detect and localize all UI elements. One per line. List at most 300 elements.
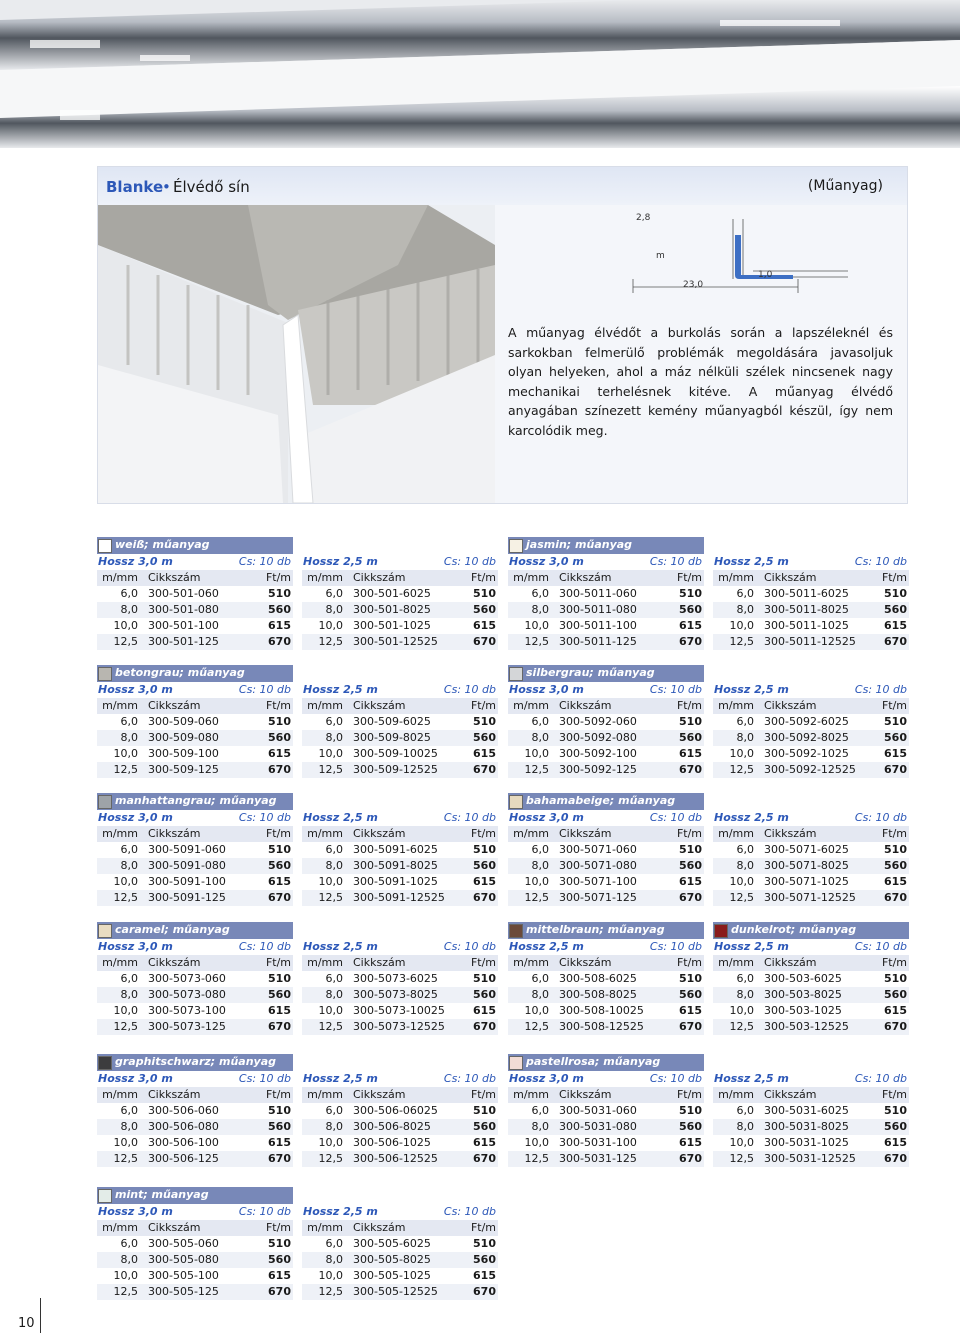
table-row [302, 1252, 498, 1268]
price-cell: 670 [268, 635, 291, 648]
price-cell: 510 [884, 587, 907, 600]
price-cell: 615 [268, 1004, 291, 1017]
code-cell: 300-5031-100 [559, 1136, 637, 1149]
pack-quantity: Cs: 10 db [238, 683, 291, 696]
col-header-code: Cikkszám [353, 956, 406, 969]
table-row [97, 602, 293, 618]
color-swatch [509, 667, 523, 681]
code-cell: 300-5073-6025 [353, 972, 438, 985]
size-cell: 10,0 [524, 619, 549, 632]
table-color-header [97, 1187, 293, 1204]
price-table [508, 537, 704, 650]
size-cell: 10,0 [318, 875, 343, 888]
table-color-header [302, 922, 498, 939]
size-cell: 6,0 [120, 843, 138, 856]
page-divider [40, 1298, 41, 1333]
table-color-header [302, 1054, 498, 1071]
code-cell: 300-5092-080 [559, 731, 637, 744]
price-cell: 560 [473, 603, 496, 616]
size-cell: 6,0 [120, 1237, 138, 1250]
code-cell: 300-5073-12525 [353, 1020, 445, 1033]
size-cell: 10,0 [318, 1136, 343, 1149]
length-row [713, 939, 909, 955]
code-cell: 300-5031-8025 [764, 1120, 849, 1133]
table-row [713, 1119, 909, 1135]
pack-quantity: Cs: 10 db [854, 811, 907, 824]
price-cell: 560 [679, 988, 702, 1001]
size-cell: 12,5 [318, 635, 343, 648]
price-cell: 670 [884, 891, 907, 904]
code-cell: 300-5011-125 [559, 635, 637, 648]
table-row [302, 1236, 498, 1252]
length-label: Hossz 3,0 m [98, 1205, 173, 1218]
size-cell: 8,0 [120, 1120, 138, 1133]
page-number: 10 [18, 1316, 35, 1331]
length-label: Hossz 3,0 m [98, 940, 173, 953]
column-header-row [302, 1087, 498, 1103]
price-table [302, 665, 498, 778]
color-name: manhattangrau; műanyag [115, 794, 277, 807]
table-row [508, 730, 704, 746]
col-header-code: Cikkszám [148, 699, 201, 712]
length-row [97, 682, 293, 698]
column-header-row [713, 698, 909, 714]
code-cell: 300-509-6025 [353, 715, 431, 728]
price-cell: 670 [884, 1152, 907, 1165]
table-row [302, 1151, 498, 1167]
price-cell: 510 [268, 587, 291, 600]
size-cell: 8,0 [120, 1253, 138, 1266]
corner-photo [98, 205, 495, 503]
table-row [97, 1268, 293, 1284]
size-cell: 10,0 [113, 1136, 138, 1149]
pack-quantity: Cs: 10 db [854, 555, 907, 568]
pack-quantity: Cs: 10 db [854, 683, 907, 696]
price-cell: 670 [473, 891, 496, 904]
col-header-price: Ft/m [881, 1088, 907, 1101]
size-cell: 12,5 [318, 763, 343, 776]
table-color-header [508, 793, 704, 810]
column-header-row [97, 698, 293, 714]
code-cell: 300-5092-100 [559, 747, 637, 760]
col-header-price: Ft/m [470, 827, 496, 840]
size-cell: 10,0 [113, 619, 138, 632]
size-cell: 10,0 [318, 1004, 343, 1017]
size-cell: 12,5 [729, 1152, 754, 1165]
color-name: silbergrau; műanyag [526, 666, 655, 679]
price-cell: 560 [679, 859, 702, 872]
table-color-header [302, 1187, 498, 1204]
price-cell: 560 [268, 988, 291, 1001]
table-row [97, 1252, 293, 1268]
col-header-code: Cikkszám [764, 1088, 817, 1101]
col-header-size: m/mm [513, 699, 549, 712]
col-header-size: m/mm [718, 571, 754, 584]
size-cell: 8,0 [120, 731, 138, 744]
col-header-price: Ft/m [881, 956, 907, 969]
table-row [97, 842, 293, 858]
col-header-code: Cikkszám [559, 1088, 612, 1101]
pack-quantity: Cs: 10 db [238, 1072, 291, 1085]
table-row [713, 618, 909, 634]
table-color-header [97, 537, 293, 554]
code-cell: 300-5091-060 [148, 843, 226, 856]
size-cell: 12,5 [524, 635, 549, 648]
size-cell: 6,0 [325, 1237, 343, 1250]
color-swatch [98, 1056, 112, 1070]
price-cell: 670 [268, 1285, 291, 1298]
price-cell: 615 [473, 1269, 496, 1282]
length-label: Hossz 3,0 m [98, 683, 173, 696]
dimension-m: m [656, 251, 665, 261]
price-table [302, 793, 498, 906]
price-cell: 560 [473, 731, 496, 744]
price-cell: 560 [679, 1120, 702, 1133]
code-cell: 300-509-10025 [353, 747, 438, 760]
col-header-price: Ft/m [265, 956, 291, 969]
size-cell: 6,0 [325, 587, 343, 600]
size-cell: 12,5 [729, 635, 754, 648]
table-row [97, 1003, 293, 1019]
size-cell: 12,5 [524, 1020, 549, 1033]
col-header-code: Cikkszám [559, 571, 612, 584]
code-cell: 300-506-080 [148, 1120, 219, 1133]
color-name: mint; műanyag [115, 1188, 209, 1201]
col-header-size: m/mm [513, 827, 549, 840]
size-cell: 6,0 [531, 715, 549, 728]
table-row [508, 602, 704, 618]
table-color-header [97, 922, 293, 939]
col-header-price: Ft/m [881, 699, 907, 712]
price-cell: 615 [473, 1004, 496, 1017]
code-cell: 300-501-8025 [353, 603, 431, 616]
price-cell: 615 [268, 1136, 291, 1149]
title-bullet: • [162, 178, 171, 196]
price-table [97, 1187, 293, 1300]
table-row [713, 1103, 909, 1119]
price-table [302, 1054, 498, 1167]
code-cell: 300-505-060 [148, 1237, 219, 1250]
code-cell: 300-501-6025 [353, 587, 431, 600]
table-row [302, 858, 498, 874]
pack-quantity: Cs: 10 db [649, 940, 702, 953]
table-row [97, 1236, 293, 1252]
price-cell: 560 [884, 603, 907, 616]
length-label: Hossz 2,5 m [303, 1072, 378, 1085]
size-cell: 6,0 [325, 715, 343, 728]
col-header-code: Cikkszám [353, 1088, 406, 1101]
color-swatch [98, 795, 112, 809]
pack-quantity: Cs: 10 db [854, 1072, 907, 1085]
price-cell: 670 [679, 891, 702, 904]
code-cell: 300-5071-8025 [764, 859, 849, 872]
code-cell: 300-5071-125 [559, 891, 637, 904]
col-header-size: m/mm [513, 1088, 549, 1101]
code-cell: 300-501-1025 [353, 619, 431, 632]
top-banner-photo [0, 0, 960, 148]
code-cell: 300-506-060 [148, 1104, 219, 1117]
table-row [97, 730, 293, 746]
table-color-header [302, 537, 498, 554]
table-row [302, 586, 498, 602]
length-row [302, 1204, 498, 1220]
length-label: Hossz 2,5 m [509, 940, 584, 953]
length-row [713, 554, 909, 570]
size-cell: 10,0 [729, 875, 754, 888]
pack-quantity: Cs: 10 db [238, 811, 291, 824]
table-row [508, 842, 704, 858]
length-row [713, 1071, 909, 1087]
column-header-row [713, 570, 909, 586]
code-cell: 300-5031-125 [559, 1152, 637, 1165]
code-cell: 300-5091-6025 [353, 843, 438, 856]
table-row [508, 1119, 704, 1135]
size-cell: 12,5 [113, 763, 138, 776]
price-cell: 670 [473, 1285, 496, 1298]
code-cell: 300-505-8025 [353, 1253, 431, 1266]
table-row [97, 1151, 293, 1167]
code-cell: 300-501-12525 [353, 635, 438, 648]
table-color-header [97, 665, 293, 682]
col-header-code: Cikkszám [148, 1221, 201, 1234]
table-row [302, 1135, 498, 1151]
length-row [508, 682, 704, 698]
table-row [508, 874, 704, 890]
color-swatch [714, 924, 728, 938]
table-row [508, 890, 704, 906]
size-cell: 8,0 [325, 859, 343, 872]
code-cell: 300-5011-8025 [764, 603, 849, 616]
table-row [302, 714, 498, 730]
size-cell: 8,0 [325, 1120, 343, 1133]
col-header-size: m/mm [513, 956, 549, 969]
table-color-header [508, 537, 704, 554]
color-name: weiß; műanyag [115, 538, 210, 551]
code-cell: 300-5031-080 [559, 1120, 637, 1133]
price-table [97, 665, 293, 778]
code-cell: 300-5011-060 [559, 587, 637, 600]
length-row [302, 554, 498, 570]
price-cell: 670 [268, 1152, 291, 1165]
size-cell: 8,0 [531, 859, 549, 872]
col-header-price: Ft/m [265, 699, 291, 712]
price-table [97, 922, 293, 1035]
size-cell: 10,0 [524, 1004, 549, 1017]
code-cell: 300-5091-125 [148, 891, 226, 904]
length-label: Hossz 3,0 m [98, 555, 173, 568]
code-cell: 300-5031-060 [559, 1104, 637, 1117]
size-cell: 6,0 [531, 1104, 549, 1117]
column-header-row [302, 826, 498, 842]
code-cell: 300-5091-100 [148, 875, 226, 888]
col-header-price: Ft/m [881, 571, 907, 584]
size-cell: 10,0 [318, 619, 343, 632]
col-header-price: Ft/m [265, 827, 291, 840]
table-row [508, 762, 704, 778]
code-cell: 300-5011-1025 [764, 619, 849, 632]
col-header-size: m/mm [102, 827, 138, 840]
size-cell: 6,0 [120, 587, 138, 600]
price-cell: 560 [884, 731, 907, 744]
size-cell: 8,0 [325, 988, 343, 1001]
size-cell: 6,0 [531, 972, 549, 985]
col-header-price: Ft/m [265, 571, 291, 584]
size-cell: 12,5 [524, 1152, 549, 1165]
size-cell: 12,5 [113, 1020, 138, 1033]
column-header-row [97, 826, 293, 842]
size-cell: 6,0 [736, 843, 754, 856]
price-table [97, 1054, 293, 1167]
length-label: Hossz 3,0 m [509, 555, 584, 568]
table-row [97, 1119, 293, 1135]
code-cell: 300-506-125 [148, 1152, 219, 1165]
table-row [302, 618, 498, 634]
table-row [713, 586, 909, 602]
size-cell: 10,0 [318, 1269, 343, 1282]
table-row [713, 1151, 909, 1167]
table-row [302, 1019, 498, 1035]
table-row [302, 890, 498, 906]
price-cell: 560 [679, 731, 702, 744]
col-header-size: m/mm [718, 1088, 754, 1101]
col-header-code: Cikkszám [353, 1221, 406, 1234]
column-header-row [97, 1087, 293, 1103]
size-cell: 6,0 [736, 715, 754, 728]
size-cell: 8,0 [325, 731, 343, 744]
size-cell: 8,0 [736, 731, 754, 744]
code-cell: 300-509-12525 [353, 763, 438, 776]
table-color-header [508, 1054, 704, 1071]
price-cell: 560 [473, 1253, 496, 1266]
code-cell: 300-5092-12525 [764, 763, 856, 776]
size-cell: 6,0 [736, 1104, 754, 1117]
code-cell: 300-509-125 [148, 763, 219, 776]
price-table [713, 922, 909, 1035]
price-cell: 560 [473, 1120, 496, 1133]
size-cell: 12,5 [524, 891, 549, 904]
code-cell: 300-503-1025 [764, 1004, 842, 1017]
column-header-row [97, 570, 293, 586]
code-cell: 300-503-6025 [764, 972, 842, 985]
code-cell: 300-5073-100 [148, 1004, 226, 1017]
code-cell: 300-5092-8025 [764, 731, 849, 744]
code-cell: 300-509-8025 [353, 731, 431, 744]
price-cell: 510 [473, 1237, 496, 1250]
price-cell: 560 [268, 859, 291, 872]
table-row [713, 762, 909, 778]
price-cell: 560 [268, 603, 291, 616]
color-swatch [509, 539, 523, 553]
size-cell: 6,0 [325, 843, 343, 856]
color-swatch [509, 1056, 523, 1070]
price-cell: 615 [679, 619, 702, 632]
col-header-code: Cikkszám [148, 571, 201, 584]
table-row [302, 746, 498, 762]
table-row [508, 586, 704, 602]
length-label: Hossz 2,5 m [714, 683, 789, 696]
code-cell: 300-5011-100 [559, 619, 637, 632]
price-cell: 615 [884, 619, 907, 632]
product-card [97, 166, 908, 504]
table-row [713, 1019, 909, 1035]
size-cell: 8,0 [736, 988, 754, 1001]
code-cell: 300-508-8025 [559, 988, 637, 1001]
table-color-header [713, 793, 909, 810]
table-row [508, 1103, 704, 1119]
length-row [713, 810, 909, 826]
price-cell: 510 [679, 715, 702, 728]
dimension-right: 1,0 [758, 270, 773, 280]
table-row [302, 987, 498, 1003]
price-cell: 560 [679, 603, 702, 616]
table-color-header [508, 922, 704, 939]
code-cell: 300-506-12525 [353, 1152, 438, 1165]
pack-quantity: Cs: 10 db [649, 1072, 702, 1085]
price-cell: 560 [268, 1120, 291, 1133]
size-cell: 10,0 [113, 747, 138, 760]
table-row [508, 714, 704, 730]
table-row [713, 746, 909, 762]
length-label: Hossz 2,5 m [303, 811, 378, 824]
table-row [713, 890, 909, 906]
code-cell: 300-501-080 [148, 603, 219, 616]
size-cell: 12,5 [113, 1285, 138, 1298]
price-cell: 510 [268, 843, 291, 856]
price-cell: 510 [679, 843, 702, 856]
length-row [302, 682, 498, 698]
col-header-code: Cikkszám [559, 699, 612, 712]
price-cell: 615 [679, 747, 702, 760]
pack-quantity: Cs: 10 db [443, 811, 496, 824]
size-cell: 10,0 [729, 1004, 754, 1017]
table-row [302, 842, 498, 858]
price-cell: 615 [884, 875, 907, 888]
column-header-row [508, 570, 704, 586]
color-name: caramel; műanyag [115, 923, 230, 936]
size-cell: 8,0 [120, 988, 138, 1001]
dimension-top: 2,8 [636, 213, 651, 223]
column-header-row [508, 698, 704, 714]
table-row [302, 1284, 498, 1300]
price-cell: 615 [884, 1004, 907, 1017]
size-cell: 12,5 [318, 891, 343, 904]
table-row [97, 634, 293, 650]
code-cell: 300-5091-080 [148, 859, 226, 872]
code-cell: 300-5071-12525 [764, 891, 856, 904]
price-cell: 615 [679, 1004, 702, 1017]
size-cell: 10,0 [729, 619, 754, 632]
size-cell: 10,0 [113, 1004, 138, 1017]
size-cell: 8,0 [531, 988, 549, 1001]
col-header-size: m/mm [718, 956, 754, 969]
price-cell: 670 [473, 1152, 496, 1165]
color-name: dunkelrot; műanyag [731, 923, 857, 936]
table-row [97, 746, 293, 762]
price-table [508, 665, 704, 778]
table-row [302, 1119, 498, 1135]
code-cell: 300-5011-6025 [764, 587, 849, 600]
price-cell: 670 [473, 763, 496, 776]
size-cell: 12,5 [113, 1152, 138, 1165]
table-color-header [713, 537, 909, 554]
price-cell: 670 [884, 763, 907, 776]
column-header-row [97, 955, 293, 971]
table-row [713, 971, 909, 987]
table-color-header [508, 665, 704, 682]
product-title: Élvédő sín [173, 178, 250, 196]
table-row [508, 634, 704, 650]
table-color-header [713, 922, 909, 939]
